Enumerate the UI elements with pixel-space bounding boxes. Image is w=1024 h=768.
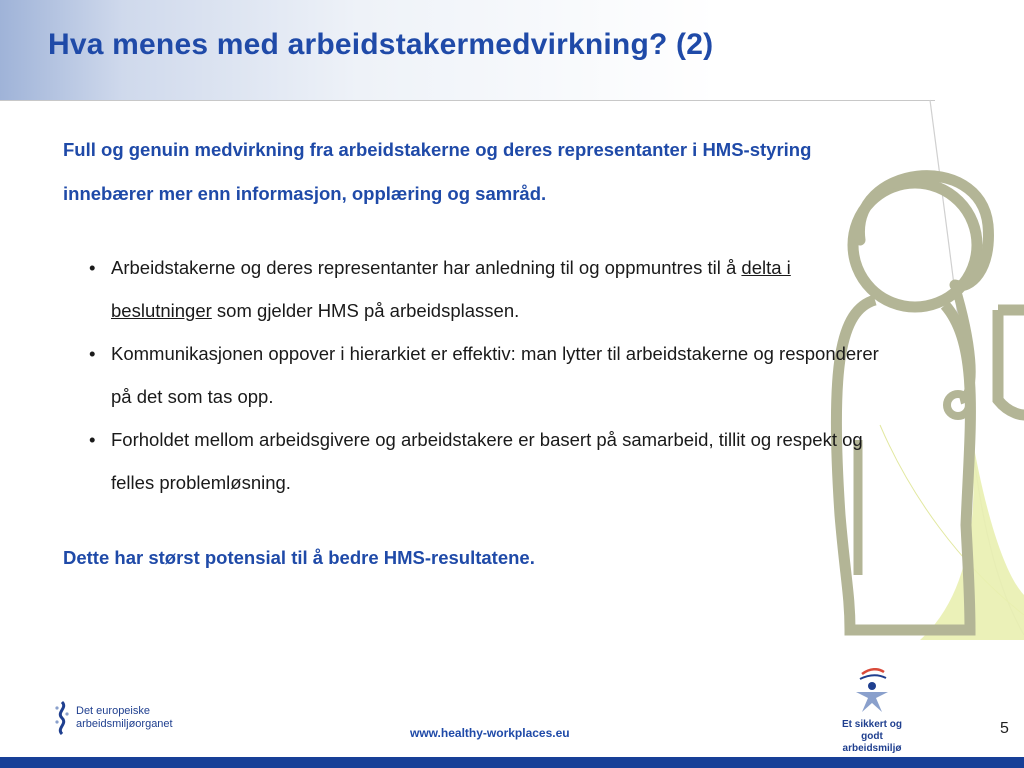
agency-name-line2: arbeidsmiljøorganet — [76, 718, 173, 730]
bullet-text: Forholdet mellom arbeidsgivere og arbeidstakere er basert på samarbeid, tillit og respekt og felles problemløsning. — [111, 429, 863, 493]
bullet-text: Kommunikasjonen oppover i hierarkiet er effektiv: man lytter til arbeidstakerne og responderer på det som tas opp. — [111, 343, 879, 407]
bullet-glyph: • — [89, 343, 96, 364]
bullet-glyph: • — [89, 257, 96, 278]
bullet-list — [63, 246, 903, 504]
underlined-phrase: delta i beslutninger — [111, 257, 791, 321]
campaign-line2: arbeidsmiljø — [842, 743, 902, 754]
closing-statement: Dette har størst potensial til å bedre HMS-resultatene. — [63, 547, 535, 568]
slide-title: Hva menes med arbeidstakermedvirkning? (2) — [48, 28, 714, 61]
footer-bar — [0, 757, 1024, 768]
slide-content — [63, 128, 903, 580]
header-divider — [0, 100, 935, 101]
eu-osha-logo — [52, 700, 173, 736]
campaign-logo — [836, 668, 908, 755]
bullet-item — [63, 246, 891, 332]
campaign-figure-icon — [850, 668, 894, 714]
intro-statement: Full og genuin medvirkning fra arbeidstakerne og deres representanter i HMS-styring innebærer mer enn informasjon, opplæring og samråd. — [63, 139, 812, 204]
bullet-item — [63, 332, 891, 418]
footer-url-link[interactable]: www.healthy-workplaces.eu — [410, 726, 570, 740]
agency-name-line1: Det europeiske — [76, 705, 150, 717]
eu-osha-emblem-icon — [52, 700, 72, 736]
bullet-glyph: • — [89, 429, 96, 450]
campaign-line1: Et sikkert og godt — [841, 719, 903, 742]
bullet-text-end: som gjelder HMS på arbeidsplassen. — [211, 300, 520, 321]
page-number: 5 — [1000, 720, 1009, 737]
bullet-item — [63, 418, 891, 504]
bullet-text: Arbeidstakerne og deres representanter har anledning til og oppmuntres til å — [111, 257, 742, 278]
